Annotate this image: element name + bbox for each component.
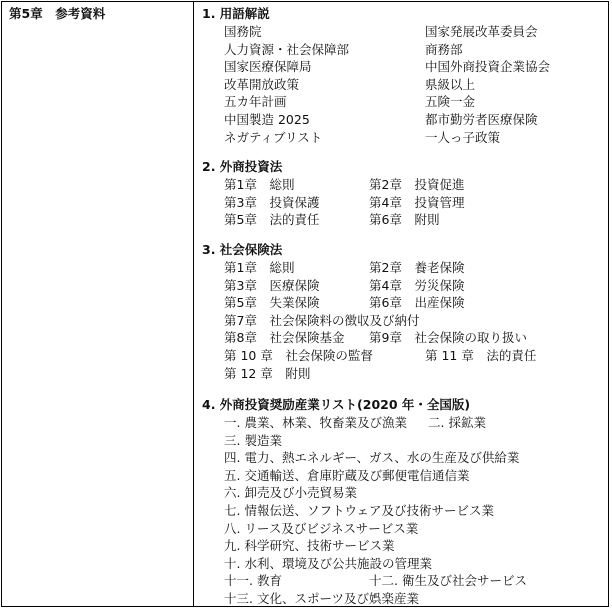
chapter-row (202, 277, 604, 295)
term-item: 県級以上 (425, 76, 476, 92)
industry-row (202, 555, 604, 573)
law-chapter: 第5章 失業保険 (224, 295, 320, 311)
chapter-row (202, 194, 604, 212)
industry-item: 八. リース及びビジネスサービス業 (224, 520, 419, 536)
term-item: 改革開放政策 (224, 76, 300, 92)
term-item: 国家発展改革委員会 (425, 24, 538, 39)
industry-row (202, 432, 604, 450)
term-item: 人力資源・社会保障部 (224, 41, 350, 57)
law-chapter: 第 11 章 法的責任 (425, 347, 537, 363)
term-row (202, 93, 604, 111)
term-item: ネガティブリスト (224, 129, 323, 145)
chapter-row (202, 259, 604, 277)
chapter-row (202, 365, 604, 383)
chapter-label: 第5章 参考資料 (9, 6, 106, 21)
industry-item: 十. 水利、環境及び公共施設の管理業 (224, 555, 432, 571)
law-chapter: 第6章 出産保険 (369, 295, 465, 311)
term-item: 五険一金 (425, 94, 476, 110)
term-item: 五カ年計画 (224, 94, 287, 110)
term-row (202, 76, 604, 94)
term-item: 中国外商投資企業協会 (425, 59, 551, 75)
term-row (202, 129, 604, 147)
law-chapter: 第7章 社会保険料の徴収及び納付 (224, 312, 420, 328)
term-item: 都市勤労者医療保険 (425, 111, 538, 127)
industry-row (202, 449, 604, 467)
law-chapter: 第4章 投資管理 (369, 194, 465, 210)
section-title-encouraged-industries: 4. 外商投資奨励産業リスト(2020 年・全国版) (202, 397, 471, 413)
section-title-terms: 1. 用語解説 (202, 6, 270, 21)
section-title-social-insurance-law: 3. 社会保険法 (202, 241, 283, 257)
law-chapter: 第8章 社会保険基金 (224, 330, 345, 346)
law-chapter: 第 10 章 社会保険の監督 (224, 347, 373, 363)
law-chapter: 第6章 附則 (369, 212, 440, 228)
term-item: 国務院 (224, 24, 262, 39)
chapter-row (202, 312, 604, 330)
reference-content (202, 5, 604, 608)
industry-row (202, 537, 604, 555)
law-chapter: 第5章 法的責任 (224, 212, 320, 228)
industry-row (202, 502, 604, 520)
term-item: 商務部 (425, 41, 463, 57)
law-chapter: 第1章 総則 (224, 259, 295, 275)
term-item: 国家医療保障局 (224, 59, 312, 75)
industry-item: 四. 電力、熱エネルギー、ガス、水の生産及び供給業 (224, 450, 520, 466)
industry-item: 九. 科学研究、技術サービス業 (224, 538, 395, 554)
term-row (202, 58, 604, 76)
term-item: 中国製造 2025 (224, 111, 310, 127)
chapter-row (202, 211, 604, 229)
industry-row (202, 414, 604, 432)
industry-row (202, 520, 604, 538)
term-item: 一人っ子政策 (425, 129, 501, 145)
law-chapter: 第3章 医療保険 (224, 277, 320, 293)
industry-item: 十二. 衛生及び社会サービス (369, 573, 527, 589)
section-title-foreign-investment-law: 2. 外商投資法 (202, 159, 283, 175)
law-chapter: 第 12 章 附則 (224, 365, 311, 381)
chapter-row (202, 294, 604, 312)
industry-item: 三. 製造業 (224, 432, 282, 448)
term-row (202, 23, 604, 41)
law-chapter: 第4章 労災保険 (369, 277, 465, 293)
industry-row (202, 467, 604, 485)
reference-table (1, 1, 609, 607)
term-row (202, 41, 604, 59)
industry-item: 七. 情報伝送、ソフトウェア及び技術サービス業 (224, 503, 494, 519)
industry-row (202, 590, 604, 608)
industry-item: 十三. 文化、スポーツ及び娯楽産業 (224, 591, 419, 607)
industry-row (202, 572, 604, 590)
chapter-row (202, 347, 604, 365)
industry-item: 二. 採鉱業 (428, 415, 486, 431)
industry-item: 一. 農業、林業、牧畜業及び漁業 (224, 415, 407, 431)
chapter-row (202, 329, 604, 347)
industry-row (202, 484, 604, 502)
industry-item: 十一. 教育 (224, 573, 282, 589)
law-chapter: 第9章 社会保険の取り扱い (369, 330, 527, 346)
column-divider (193, 2, 194, 606)
law-chapter: 第2章 養老保険 (369, 259, 465, 275)
industry-item: 六. 卸売及び小売貿易業 (224, 485, 357, 501)
term-row (202, 111, 604, 129)
chapter-row (202, 176, 604, 194)
law-chapter: 第3章 投資保護 (224, 194, 320, 210)
law-chapter: 第1章 総則 (224, 177, 295, 193)
industry-item: 五. 交通輸送、倉庫貯蔵及び郵便電信通信業 (224, 467, 470, 483)
law-chapter: 第2章 投資促進 (369, 177, 465, 193)
